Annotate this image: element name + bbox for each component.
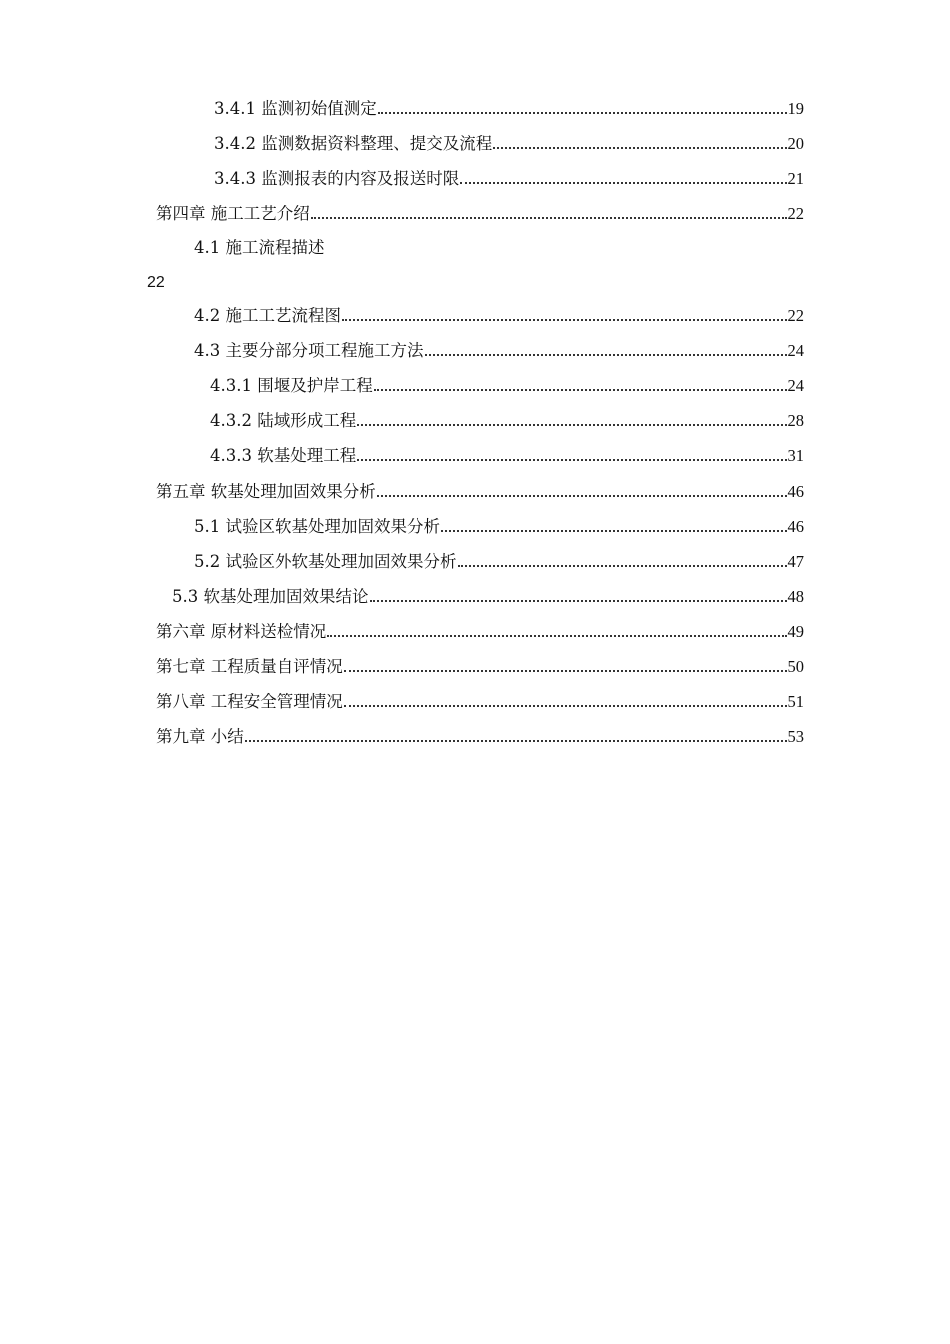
toc-entry[interactable] <box>194 337 804 361</box>
toc-entry[interactable] <box>156 618 804 642</box>
toc-entry-label: 3.4.3 监测报表的内容及报送时限 <box>214 169 460 188</box>
toc-entry-label: 4.3 主要分部分项工程施工方法 <box>194 341 424 360</box>
toc-entry-label[interactable]: 4.1 施工流程描述 <box>194 238 325 257</box>
toc-entry-page: 49 <box>787 622 804 641</box>
dot-leader <box>378 112 787 114</box>
toc-entry[interactable] <box>156 200 804 224</box>
toc-entry[interactable] <box>172 583 804 607</box>
toc-entry-page: 53 <box>787 727 804 746</box>
toc-entry-page: 46 <box>787 482 804 501</box>
toc-entry-label: 第九章 小结 <box>156 727 244 746</box>
toc-entry-page: 50 <box>787 657 804 676</box>
toc-entry[interactable] <box>210 442 804 466</box>
dot-leader <box>493 147 786 149</box>
toc-entry-label: 第五章 软基处理加固效果分析 <box>156 482 376 501</box>
toc-entry-page: 47 <box>787 552 804 571</box>
toc-entry-label: 3.4.1 监测初始值测定 <box>214 99 377 118</box>
toc-entry-page: 48 <box>787 587 804 606</box>
toc-entry-label: 3.4.2 监测数据资料整理、提交及流程 <box>214 134 493 153</box>
toc-entry-page: 24 <box>787 376 804 395</box>
toc-entry[interactable] <box>214 165 804 189</box>
toc-entry-page: 22 <box>787 306 804 325</box>
dot-leader <box>374 389 787 391</box>
toc-entry-page: 31 <box>787 446 804 465</box>
dot-leader <box>370 600 787 602</box>
toc-entry[interactable] <box>156 688 804 712</box>
dot-leader <box>342 319 787 321</box>
toc-entry-page: 24 <box>787 341 804 360</box>
toc-entry-label: 第七章 工程质量自评情况 <box>156 657 343 676</box>
toc-entry-label: 第六章 原材料送检情况 <box>156 622 327 641</box>
toc-entry-page: 51 <box>787 692 804 711</box>
dot-leader <box>344 705 787 707</box>
toc-entry-page: 28 <box>787 411 804 430</box>
dot-leader <box>441 530 787 532</box>
dot-leader <box>311 217 787 219</box>
toc-entry-label: 第八章 工程安全管理情况 <box>156 692 343 711</box>
toc-entry[interactable] <box>156 478 804 502</box>
toc-entry[interactable] <box>210 407 804 431</box>
toc-entry-label: 4.3.2 陆域形成工程 <box>210 411 357 430</box>
dot-leader <box>377 495 787 497</box>
toc-entry-label: 5.1 试验区软基处理加固效果分析 <box>194 517 440 536</box>
toc-entry-page: 22 <box>787 204 804 223</box>
toc-entry[interactable] <box>214 130 804 154</box>
toc-entry-label: 5.2 试验区外软基处理加固效果分析 <box>194 552 457 571</box>
toc-entry[interactable] <box>210 372 804 396</box>
toc-entry[interactable] <box>194 302 804 326</box>
toc-entry-page: 22 <box>147 274 165 291</box>
toc-entry-page: 21 <box>787 169 804 188</box>
dot-leader <box>460 182 786 184</box>
toc-entry[interactable] <box>156 723 804 747</box>
toc-entry-page: 20 <box>787 134 804 153</box>
dot-leader <box>357 459 786 461</box>
toc-entry-label: 4.3.1 围堰及护岸工程 <box>210 376 373 395</box>
dot-leader <box>327 635 786 637</box>
dot-leader <box>357 424 786 426</box>
toc-entry-label: 4.2 施工工艺流程图 <box>194 306 341 325</box>
toc-entry-page: 19 <box>787 99 804 118</box>
toc-entry-label: 5.3 软基处理加固效果结论 <box>172 587 369 606</box>
toc-entry[interactable] <box>156 653 804 677</box>
toc-entry[interactable] <box>194 513 804 537</box>
toc-entry[interactable] <box>194 548 804 572</box>
dot-leader <box>425 354 787 356</box>
dot-leader <box>344 670 787 672</box>
toc-entry-label: 4.3.3 软基处理工程 <box>210 446 357 465</box>
toc-entry[interactable] <box>214 95 804 119</box>
dot-leader <box>245 740 787 742</box>
toc-entry-page: 46 <box>787 517 804 536</box>
toc-entry-label: 第四章 施工工艺介绍 <box>156 204 310 223</box>
dot-leader <box>458 565 787 567</box>
